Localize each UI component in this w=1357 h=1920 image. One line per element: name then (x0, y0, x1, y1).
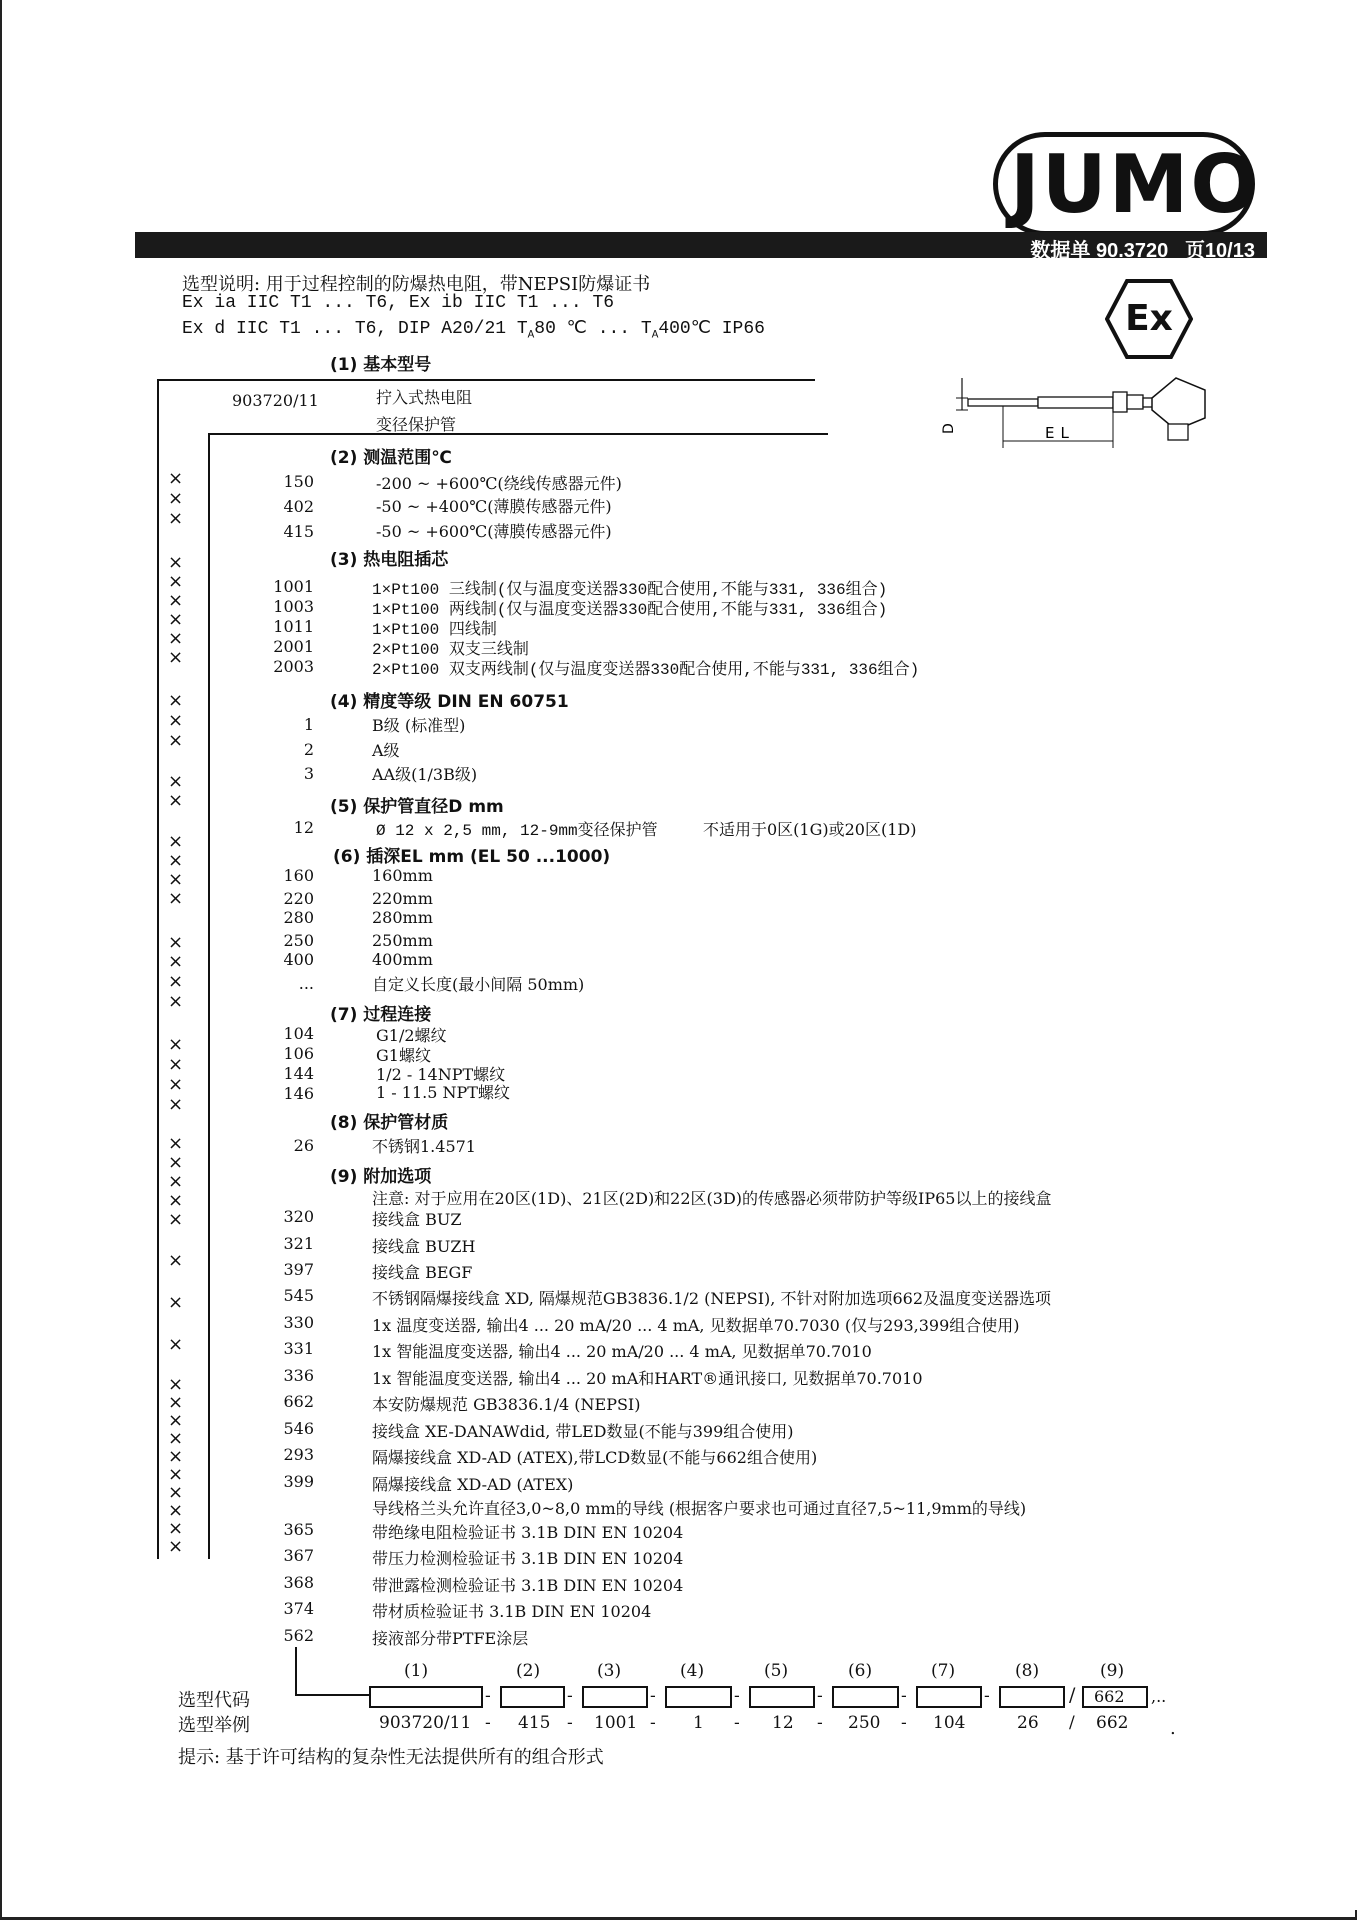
s9-code-8: 546 (283, 1419, 314, 1438)
s9-code-9: 293 (283, 1445, 314, 1464)
section-5-title: (5) 保护管直径D mm (330, 797, 504, 817)
section-8-title: (8) 保护管材质 (330, 1113, 449, 1133)
ex-hexagon-icon (1105, 278, 1193, 360)
s8-code: 26 (293, 1136, 314, 1155)
s7-code-0: 104 (283, 1024, 314, 1043)
tree-line-1 (157, 379, 815, 381)
order-box-3[interactable] (582, 1686, 648, 1708)
s6-code-2: 280 (283, 908, 314, 927)
order-num-9: (9) (1100, 1661, 1125, 1681)
order-box-9[interactable]: 662 (1082, 1686, 1148, 1708)
s6-desc-5: 自定义长度(最小间隔 50mm) (372, 975, 585, 994)
s9-code-2: 397 (283, 1260, 314, 1279)
order-dash-3: - (650, 1686, 656, 1706)
s6-code-4: 400 (283, 950, 314, 969)
order-dash-4: - (734, 1686, 740, 1706)
s9-desc-9: 隔爆接线盒 XD-AD (ATEX),带LCD数显(不能与662组合使用) (372, 1448, 818, 1467)
example-trailing-dot: . (1170, 1718, 1176, 1739)
s8-desc: 不锈钢1.4571 (372, 1137, 476, 1156)
s3-desc-2: 1×Pt100 四线制 (372, 621, 497, 639)
s4-desc-1: A级 (372, 741, 400, 760)
order-box-5[interactable] (749, 1686, 815, 1708)
example-dash-5: - (817, 1713, 823, 1733)
s9-code-4: 330 (283, 1313, 314, 1332)
section-6-title: (6) 插深EL mm (EL 50 ...1000) (333, 847, 611, 867)
s3-desc-0: 1×Pt100 三线制(仅与温度变送器330配合使用,不能与331, 336组合) (372, 581, 888, 599)
order-box-8[interactable] (999, 1686, 1065, 1708)
s9-desc-1: 接线盒 BUZH (372, 1237, 476, 1256)
sheet-number: 数据单 90.3720 (1030, 240, 1169, 262)
s9-code-3: 545 (283, 1286, 314, 1305)
s9-code-14: 368 (283, 1573, 314, 1592)
s9-desc-2: 接线盒 BEGF (372, 1263, 473, 1282)
ex-mark-text: Ex (1125, 298, 1173, 339)
s4-desc-0: B级 (标准型) (372, 716, 466, 735)
footnote: 提示: 基于许可结构的复杂性无法提供所有的组合形式 (178, 1747, 604, 1768)
s2-desc-1: -50 ~ +400℃(薄膜传感器元件) (376, 497, 612, 516)
section-1-title: (1) 基本型号 (330, 355, 432, 375)
s9-code-16: 562 (283, 1626, 314, 1645)
tree-line-v2 (208, 433, 210, 1559)
s3-code-2: 1011 (273, 617, 314, 636)
s9-desc-11: 导线格兰头允许直径3,0~8,0 mm的导线 (根据客户要求也可通过直径7,5~11,9mm的导线) (372, 1499, 1027, 1518)
order-num-7: (7) (931, 1661, 956, 1681)
title-line-3: Ex d IIC T1 ... T6, DIP A20/21 $T_A80$ ℃ ... $T_A400℃$ IP66 (182, 319, 765, 342)
order-slash: / (1069, 1684, 1076, 1706)
order-connector-v (295, 1647, 297, 1696)
s9-desc-10: 隔爆接线盒 XD-AD (ATEX) (372, 1475, 574, 1494)
s3-desc-4: 2×Pt100 双支两线制(仅与温度变送器330配合使用,不能与331, 336组合) (372, 661, 920, 679)
order-num-1: (1) (404, 1661, 429, 1681)
example-6: 250 (848, 1713, 881, 1733)
s6-desc-3: 250mm (372, 931, 433, 950)
s6-code-0: 160 (283, 866, 314, 885)
s9-desc-12: 带绝缘电阻检验证书 3.1B DIN EN 10204 (372, 1523, 684, 1542)
s6-code-5: ... (298, 974, 314, 993)
order-num-3: (3) (597, 1661, 622, 1681)
s6-desc-4: 400mm (372, 950, 433, 969)
order-box-1[interactable] (369, 1686, 483, 1708)
s9-desc-3: 不锈钢隔爆接线盒 XD, 隔爆规范GB3836.1/2 (NEPSI), 不针对附加选项662及温度变送器选项 (372, 1289, 1052, 1308)
s4-code-0: 1 (303, 715, 314, 734)
order-dash-7: - (984, 1686, 990, 1706)
example-dash-6: - (901, 1713, 907, 1733)
s9-desc-0: 接线盒 BUZ (372, 1210, 462, 1229)
s2-code-2: 415 (283, 522, 314, 541)
title-line-2: Ex ia IIC T1 ... T6, Ex ib IIC T1 ... T6 (182, 293, 615, 313)
example-dash-1: - (485, 1713, 491, 1733)
s4-code-1: 2 (303, 740, 314, 759)
s3-code-0: 1001 (273, 577, 314, 596)
order-dash-6: - (901, 1686, 907, 1706)
s9-desc-6: 1x 智能温度变送器, 输出4 ... 20 mA和HART®通讯接口, 见数据单70.7010 (372, 1369, 923, 1388)
tree-line-2 (208, 433, 828, 435)
s9-desc-7: 本安防爆规范 GB3836.1/4 (NEPSI) (372, 1395, 641, 1414)
section-4-title: (4) 精度等级 DIN EN 60751 (330, 692, 569, 712)
s1-code: 903720/11 (232, 391, 319, 410)
order-box-7[interactable] (916, 1686, 982, 1708)
order-connector-h (295, 1694, 369, 1696)
header-bar-text (1030, 234, 1255, 263)
diagram-d-label: D (941, 423, 957, 434)
s9-desc-16: 接液部分带PTFE涂层 (372, 1629, 529, 1648)
order-num-6: (6) (848, 1661, 873, 1681)
order-example-label: 选型举例 (178, 1715, 250, 1736)
s4-code-2: 3 (303, 764, 314, 783)
example-dash-3: - (650, 1713, 656, 1733)
s4-desc-2: AA级(1/3B级) (372, 765, 478, 784)
s5-note: 不适用于0区(1G)或20区(1D) (703, 820, 917, 839)
example-5: 12 (772, 1713, 794, 1733)
order-num-4: (4) (680, 1661, 705, 1681)
order-num-2: (2) (516, 1661, 541, 1681)
s9-code-5: 331 (283, 1339, 314, 1358)
s7-desc-2: 1/2 - 14NPT螺纹 (376, 1065, 506, 1084)
order-num-5: (5) (764, 1661, 789, 1681)
s7-code-2: 144 (283, 1064, 314, 1083)
s7-desc-0: G1/2螺纹 (376, 1026, 447, 1045)
example-dash-4: - (734, 1713, 740, 1733)
section-2-title: (2) 测温范围℃ (330, 448, 452, 468)
s5-code: 12 (293, 818, 314, 837)
s9-desc-15: 带材质检验证书 3.1B DIN EN 10204 (372, 1602, 652, 1621)
s7-code-1: 106 (283, 1044, 314, 1063)
s9-code-13: 367 (283, 1546, 314, 1565)
title-line-1: 选型说明: 用于过程控制的防爆热电阻，带NEPSI防爆证书 (182, 274, 651, 295)
s9-desc-13: 带压力检测检验证书 3.1B DIN EN 10204 (372, 1549, 684, 1568)
order-dash-1: - (485, 1686, 491, 1706)
order-box-4[interactable] (665, 1686, 732, 1708)
s9-note: 注意: 对于应用在20区(1D)、21区(2D)和22区(3D)的传感器必须带防护等级IP65以上的接线盒 (372, 1189, 1052, 1208)
s9-code-6: 336 (283, 1366, 314, 1385)
example-9: 662 (1096, 1713, 1129, 1733)
example-dash-2: - (567, 1713, 573, 1733)
jumo-logo: JUMO (1010, 138, 1261, 231)
s1-desc-1: 拧入式热电阻 (376, 388, 473, 407)
s6-desc-2: 280mm (372, 908, 433, 927)
s3-desc-3: 2×Pt100 双支三线制 (372, 641, 529, 659)
example-7: 104 (933, 1713, 966, 1733)
order-code-label: 选型代码 (178, 1690, 250, 1711)
s9-code-10: 399 (283, 1472, 314, 1491)
s9-code-0: 320 (283, 1207, 314, 1226)
s3-code-4: 2003 (273, 657, 314, 676)
example-8: 26 (1017, 1713, 1039, 1733)
s9-desc-14: 带泄露检测检验证书 3.1B DIN EN 10204 (372, 1576, 684, 1595)
order-num-8: (8) (1015, 1661, 1040, 1681)
example-2: 415 (518, 1713, 551, 1733)
s9-desc-5: 1x 智能温度变送器, 输出4 ... 20 mA/20 ... 4 mA, 见数据单70.7010 (372, 1342, 872, 1361)
s9-code-7: 662 (283, 1392, 314, 1411)
example-4: 1 (693, 1713, 704, 1733)
s7-code-3: 146 (283, 1084, 314, 1103)
example-3: 1001 (594, 1713, 638, 1733)
section-9-title: (9) 附加选项 (330, 1167, 432, 1187)
s2-code-0: 150 (283, 472, 314, 491)
example-1: 903720/11 (379, 1713, 472, 1733)
thermometer-diagram (920, 368, 1220, 468)
s2-desc-2: -50 ~ +600℃(薄膜传感器元件) (376, 522, 612, 541)
s9-desc-4: 1x 温度变送器, 输出4 ... 20 mA/20 ... 4 mA, 见数据单70.7030 (仅与293,399组合使用) (372, 1316, 1020, 1335)
s3-code-3: 2001 (273, 637, 314, 656)
s2-code-1: 402 (283, 497, 314, 516)
page-border-left (0, 0, 2, 1920)
diagram-el-label: EL (1045, 424, 1075, 442)
order-box-6[interactable] (832, 1686, 899, 1708)
s7-desc-3: 1 - 11.5 NPT螺纹 (376, 1083, 510, 1102)
s6-desc-0: 160mm (372, 866, 433, 885)
section-3-title: (3) 热电阻插芯 (330, 550, 449, 570)
order-trailing-dots: ,.. (1151, 1687, 1167, 1706)
section-7-title: (7) 过程连接 (330, 1005, 432, 1025)
s9-code-12: 365 (283, 1520, 314, 1539)
s9-desc-8: 接线盒 XE-DANAWdid, 带LED数显(不能与399组合使用) (372, 1422, 794, 1441)
order-dash-5: - (817, 1686, 823, 1706)
tree-line-v1 (157, 379, 159, 1559)
s7-desc-1: G1螺纹 (376, 1046, 431, 1065)
example-slash: / (1069, 1713, 1075, 1733)
order-box-2[interactable] (500, 1686, 565, 1708)
s1-desc-2: 变径保护管 (376, 415, 457, 434)
s6-code-3: 250 (283, 931, 314, 950)
s2-desc-0: -200 ~ +600℃(绕线传感器元件) (376, 474, 622, 493)
s3-desc-1: 1×Pt100 两线制(仅与温度变送器330配合使用,不能与331, 336组合) (372, 601, 888, 619)
page-number: 页10/13 (1184, 240, 1255, 262)
s5-desc: Ø 12 x 2,5 mm, 12-9mm变径保护管 (376, 822, 658, 840)
s6-desc-1: 220mm (372, 889, 433, 908)
s3-code-1: 1003 (273, 597, 314, 616)
s6-code-1: 220 (283, 889, 314, 908)
s9-code-1: 321 (283, 1234, 314, 1253)
s9-code-15: 374 (283, 1599, 314, 1618)
order-dash-2: - (567, 1686, 573, 1706)
